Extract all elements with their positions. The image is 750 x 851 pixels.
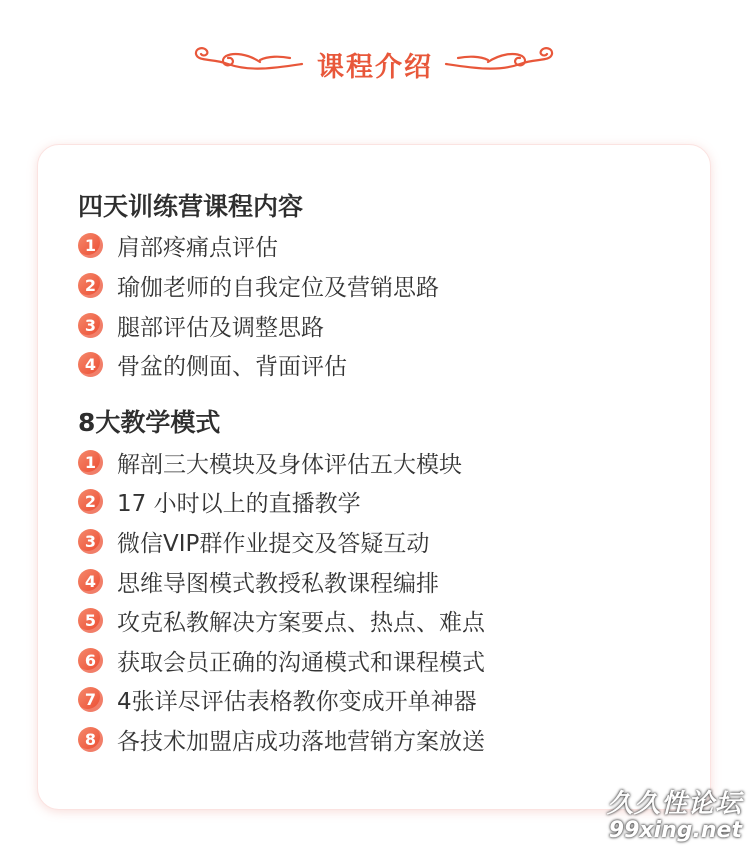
list-item [78, 525, 429, 557]
list-item-text: 获取会员正确的沟通模式和课程模式 [117, 649, 485, 676]
list-item [78, 348, 347, 380]
list-item [78, 269, 439, 301]
list-item-text: 瑜伽老师的自我定位及营销思路 [117, 274, 439, 301]
list-item [78, 485, 361, 517]
list-item-text: 解剖三大模块及身体评估五大模块 [117, 451, 462, 478]
list-item [78, 683, 477, 715]
number-badge: 4 [78, 569, 103, 594]
list-item [78, 446, 462, 478]
watermark-line2: 99xing.net [608, 818, 742, 843]
list-item [78, 565, 439, 597]
list-item [78, 309, 324, 341]
list-item-text: 微信VIP群作业提交及答疑互动 [117, 530, 430, 557]
list-item [78, 644, 485, 676]
number-badge: 3 [78, 529, 103, 554]
list-item [78, 723, 485, 755]
list-item [78, 229, 278, 261]
number-badge: 2 [78, 489, 103, 514]
watermark-line1: 久久性论坛 [606, 789, 742, 819]
section-title-modes: 8大教学模式 [78, 408, 221, 437]
course-card [37, 144, 711, 810]
list-item-text: 各技术加盟店成功落地营销方案放送 [117, 728, 485, 755]
list-item-text: 骨盆的侧面、背面评估 [117, 353, 347, 380]
right-flourish-icon [443, 42, 558, 82]
list-item-text: 17 小时以上的直播教学 [117, 490, 361, 517]
list-item-text: 4张详尽评估表格教你变成开单神器 [117, 688, 477, 715]
number-badge: 3 [78, 313, 103, 338]
number-badge: 1 [78, 450, 103, 475]
number-badge: 6 [78, 648, 103, 673]
list-item-text: 思维导图模式教授私教课程编排 [117, 570, 439, 597]
number-badge: 5 [78, 608, 103, 633]
watermark [607, 789, 742, 843]
number-badge: 8 [78, 727, 103, 752]
number-badge: 2 [78, 273, 103, 298]
list-item [78, 604, 485, 636]
number-badge: 7 [78, 687, 103, 712]
list-item-text: 攻克私教解决方案要点、热点、难点 [117, 609, 485, 636]
list-item-text: 肩部疼痛点评估 [117, 234, 278, 261]
page-title: 课程介绍 [317, 52, 433, 83]
list-item-text: 腿部评估及调整思路 [117, 314, 324, 341]
number-badge: 4 [78, 352, 103, 377]
number-badge: 1 [78, 233, 103, 258]
section-title-camp: 四天训练营课程内容 [78, 192, 304, 221]
section-header [0, 38, 750, 88]
